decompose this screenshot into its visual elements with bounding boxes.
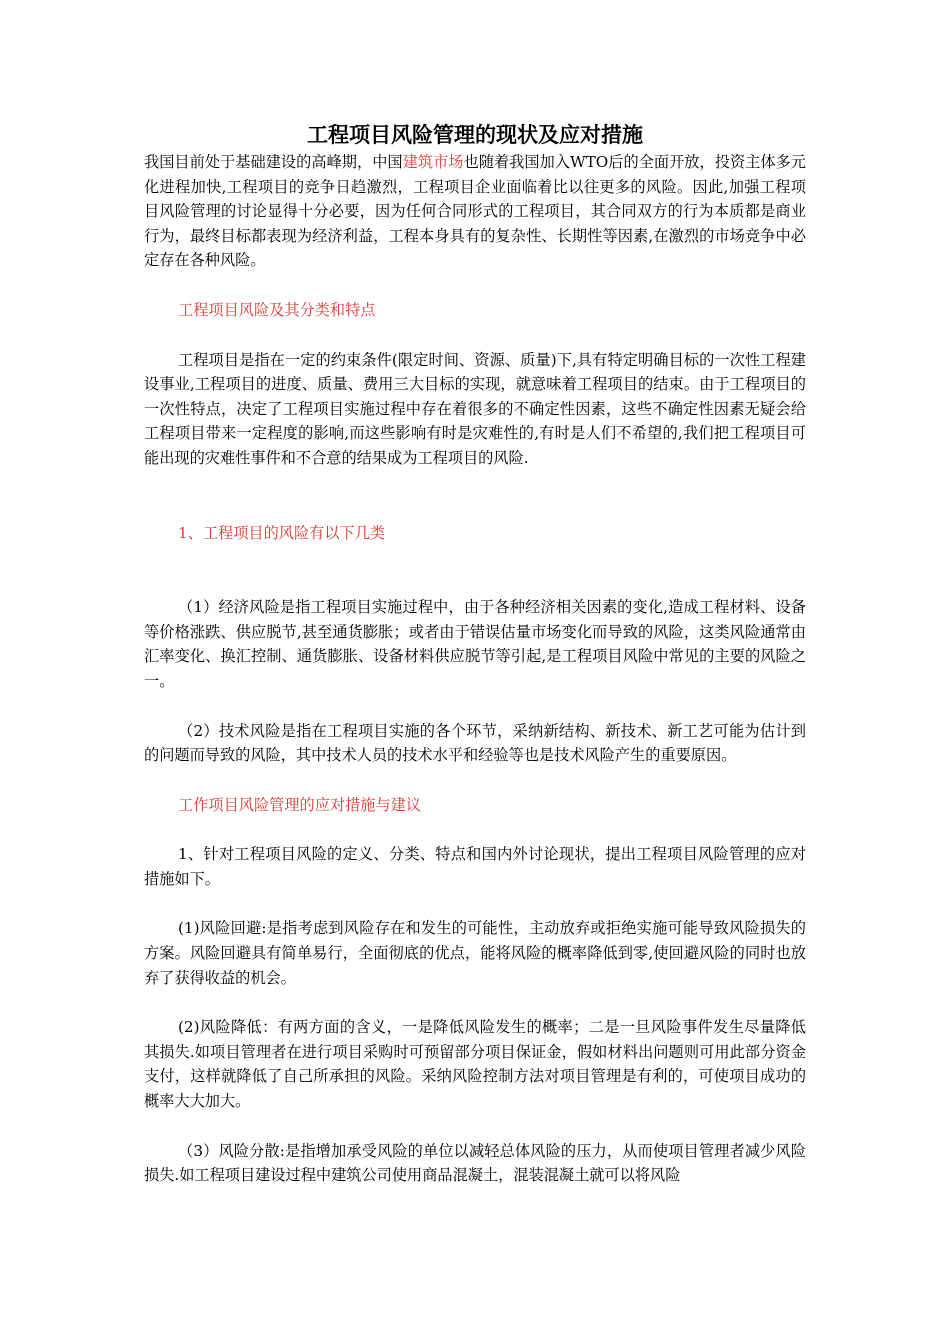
section2-heading: 工作项目风险管理的应对措施与建议: [178, 795, 421, 814]
intro-paragraph: [144, 150, 806, 273]
risk-avoidance-paragraph: (1)风险回避:是指考虑到风险存在和发生的可能性，主动放弃或拒绝实施可能导致风险损失的方案。风险回避具有简单易行，全面彻底的优点，能将风险的概率降低到零,使回避风险的同时也放弃了获得收益的机会。: [144, 919, 806, 987]
measures-intro-paragraph: 1、针对工程项目风险的定义、分类、特点和国内外讨论现状，提出工程项目风险管理的应对措施如下。: [144, 845, 806, 888]
construction-market-link[interactable]: 建筑市场: [402, 153, 464, 171]
document-title: 工程项目风险管理的现状及应对措施: [307, 122, 643, 147]
intro-text-before: 我国目前处于基础建设的高峰期，中国: [144, 153, 403, 171]
document-page: [144, 120, 806, 1188]
intro-text-after: 也随着我国加入WTO后的全面开放，投资主体多元化进程加快,工程项目的竞争日趋激烈，工程项目企业面临着比以往更多的风险。因此,加强工程项目风险管理的讨论显得十分必要，因为任何合同形式的工程项目，其合同双方的行为本质都是商业行为，最终目标都表现为经济利益，工程本身具有的复杂性、长期性等因素,在激烈的市场竞争中必定存在各种风险。: [144, 153, 806, 270]
risk-spreading-paragraph: （3）风险分散:是指增加承受风险的单位以减轻总体风险的压力，从而使项目管理者减少风险损失.如工程项目建设过程中建筑公司使用商品混凝土，混装混凝土就可以将风险: [144, 1141, 806, 1185]
risk-reduction-paragraph: (2)风险降低：有两方面的含义，一是降低风险发生的概率；二是一旦风险事件发生尽量降低其损失.如项目管理者在进行项目采购时可预留部分项目保证金，假如材料出问题则可用此部分资金支付，这样就降低了自己所承担的风险。采纳风险控制方法对项目管理是有利的，可使项目成功的概率大大加大。: [144, 1018, 806, 1111]
section1-paragraph: 工程项目是指在一定的约束条件(限定时间、资源、质量)下,具有特定明确目标的一次性工程建设事业,工程项目的进度、质量、费用三大目标的实现，就意味着工程项目的结束。由于工程项目的一次性特点，决定了工程项目实施过程中存在着很多的不确定性因素，这些不确定性因素无疑会给工程项目带来一定程度的影响,而这些影响有时是灾难性的,有时是人们不希望的,我们把工程项目可能出现的灾难性事件和不合意的结果成为工程项目的风险.: [144, 350, 806, 467]
technical-risk-paragraph: （2）技术风险是指在工程项目实施的各个环节，采纳新结构、新技术、新工艺可能为估计到的问题而导致的风险，其中技术人员的技术水平和经验等也是技术风险产生的重要原因。: [144, 721, 806, 765]
economic-risk-paragraph: （1）经济风险是指工程项目实施过程中，由于各种经济相关因素的变化,造成工程材料、设备等价格涨跌、供应脱节,甚至通货膨胀；或者由于错误估量市场变化而导致的风险，这类风险通常由汇率变化、换汇控制、通货膨胀、设备材料供应脱节等引起,是工程项目风险中常见的主要的风险之一。: [144, 598, 806, 690]
section1-heading: 工程项目风险及其分类和特点: [178, 300, 376, 319]
risk-types-heading: 1、工程项目的风险有以下几类: [178, 523, 386, 542]
